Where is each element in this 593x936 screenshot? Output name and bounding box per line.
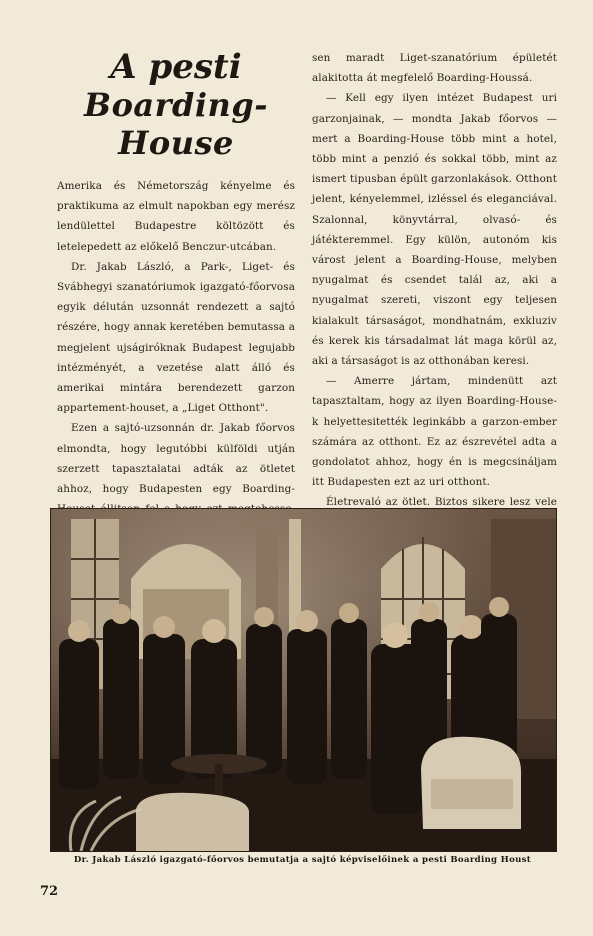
right-column [312,48,557,533]
right-paragraph-1: sen maradt Liget-szanatórium épületét alakitotta át megfelelő Boarding-Houssá. [312,52,557,85]
photo-caption: Dr. Jakab László igazgató-főorvos bemutatja a sajtó képviselőinek a pesti Boarding Houst [73,855,532,865]
left-paragraph-3: Ezen a sajtó-uzsonnán dr. Jakab főorvos elmondta, hogy legutóbbi külföldi utján szerzett tapasztalatai adták az ötletet ahhoz, hogy Budapesten egy Boarding- [57,422,295,496]
left-paragraph-1: Amerika és Németország kényelme és praktikuma az elmult napokban egy merész lendülettel Budapestre költözött és letelepedett az előkelő Benczur-utcában. [57,180,295,253]
right-paragraph-2: — Kell egy ilyen intézet Budapest uri garzonjainak, — mondta Jakab főorvos — mert a Boarding-House több mint a hotel, több mint a penzió és sokkal több, mint az ismert tipusban épült garzonlakások. Otthont jelent, kényelemmel, izléssel és eleganciával. Szalonnal, könyvtárral, olvasó- és játékteremmel. Egy külön, autonóm kis várost jelent a Boarding-House, melyben nyugalmat és csendet talál az, aki a nyugalmat szereti, viszont egy teljesen kialakult társaságot, mondhatnám, exkluziv és kerek kis társadalmat lát maga körül az, aki a társaságot is az otthonában keresi. [312,92,557,368]
photo-illustration [51,509,556,851]
right-paragraph-3: — Amerre jártam, mindenütt azt tapasztaltam, hogy az ilyen Boarding-House-k helyettesitették leginkább a garzon-ember számára az otthont. Ez az észrevétel adta a gondolatot ahhoz, hogy én is megcsináljam itt Budapesten ezt az uri otthont. [312,375,557,489]
page-number: 72 [40,884,59,899]
left-paragraph-2: Dr. Jakab László, a Park-, Liget- és Svábhegyi szanatóriumok igazgató-főorvosa egyik délután uzsonnát rendezett a sajtó részére, hogy annak keretében bemutassa a megjelent ujságiróknak Budapest legujabb intézményét, a vezetése alatt álló és amerikai mintára berendezett garzon appartement-houset, a „Liget Otthont". [57,260,295,415]
article-photo [50,508,557,852]
title-line-2: Boarding-House [84,86,268,162]
left-column [57,48,295,580]
title-line-1: A pesti [110,47,242,87]
article-title [57,48,295,162]
right-paragraph-4: Életrevaló az ötlet. Biztos sikere lesz vele [326,496,557,509]
